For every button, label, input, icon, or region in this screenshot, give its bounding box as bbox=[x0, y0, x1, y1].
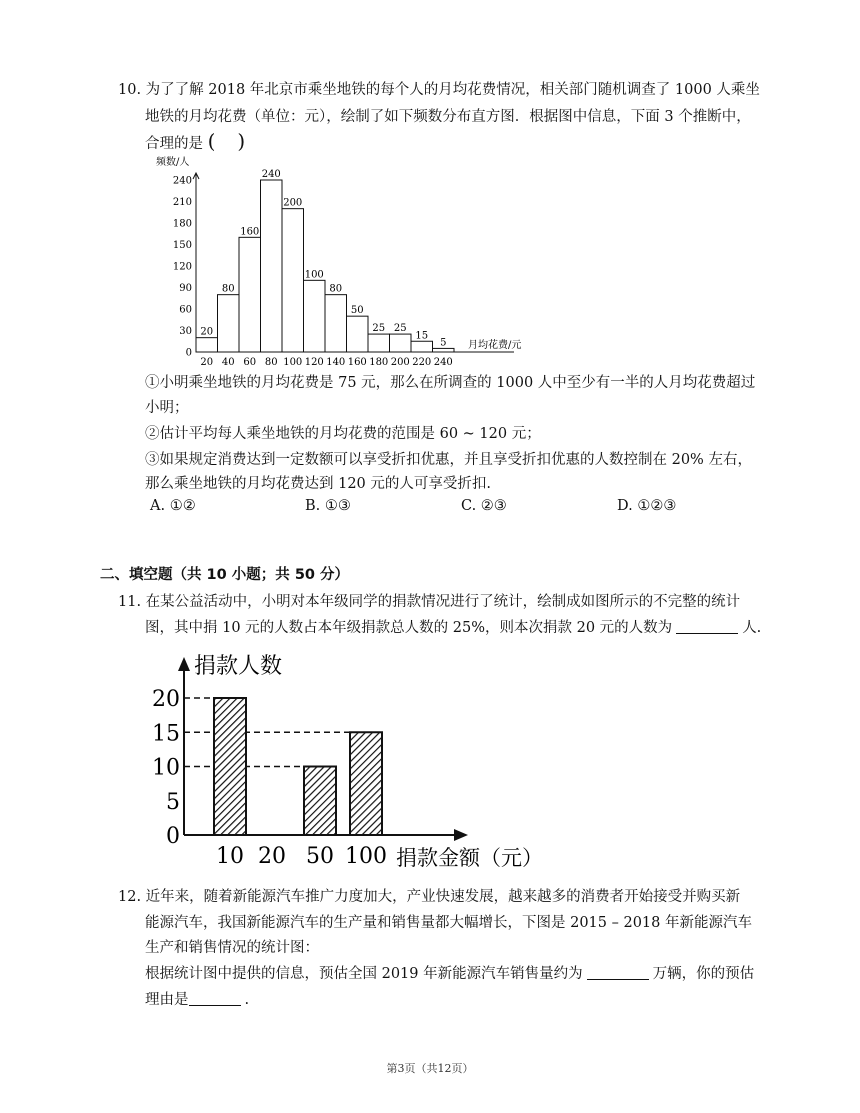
histogram-bar-value-label: 240 bbox=[261, 169, 281, 180]
donation-x-tick-label: 100 bbox=[345, 844, 387, 869]
histogram-bar bbox=[368, 334, 390, 352]
donation-bar bbox=[350, 732, 382, 835]
histogram-bars bbox=[196, 180, 454, 352]
histogram-bar bbox=[239, 237, 261, 352]
histogram-bar bbox=[411, 341, 433, 352]
histogram-bar-value-label: 20 bbox=[200, 326, 214, 338]
histogram-bar bbox=[390, 334, 412, 352]
histogram-x-axis-label: 月均花费/元 bbox=[468, 340, 522, 351]
histogram-y-tick-label: 210 bbox=[172, 197, 192, 208]
donation-y-ticks bbox=[152, 687, 180, 849]
q10-number: 10. bbox=[118, 82, 142, 98]
donation-y-tick-label: 5 bbox=[166, 789, 180, 815]
donation-guide-lines bbox=[184, 698, 350, 767]
histogram-y-tick-label: 60 bbox=[179, 304, 192, 316]
histogram-x-tick-label: 40 bbox=[221, 357, 235, 368]
q12-text-4-mid: 万辆，你的预估 bbox=[652, 966, 755, 982]
q12-line-4 bbox=[145, 964, 754, 984]
donation-bar bbox=[214, 698, 246, 835]
histogram-x-tick-label: 140 bbox=[326, 357, 346, 368]
donation-x-tick-label: 20 bbox=[258, 844, 286, 869]
donation-y-tick-label: 20 bbox=[152, 687, 180, 712]
q12-answer-blank-2[interactable] bbox=[189, 991, 241, 1006]
histogram-bar bbox=[347, 316, 369, 352]
donation-x-arrow bbox=[454, 829, 468, 841]
histogram-bar-value-label: 100 bbox=[304, 269, 324, 281]
donation-x-ticks bbox=[216, 844, 387, 869]
q12-number: 12. bbox=[118, 889, 142, 905]
histogram-y-tick-label: 240 bbox=[172, 175, 192, 187]
q12-text-5: 理由是 bbox=[145, 992, 189, 1008]
histogram-x-ticks bbox=[200, 357, 452, 368]
histogram-bar-value-label: 80 bbox=[221, 283, 235, 295]
histogram-x-tick-label: 100 bbox=[283, 357, 303, 368]
histogram-y-tick-label: 0 bbox=[185, 347, 192, 359]
histogram-bar bbox=[261, 180, 283, 352]
page-footer: 第3页（共12页） bbox=[386, 1062, 474, 1075]
histogram-y-tick-label: 180 bbox=[172, 218, 192, 230]
histogram-bar-value-label: 200 bbox=[283, 197, 303, 209]
donation-y-tick-label: 0 bbox=[166, 824, 180, 849]
q12-text-1: 近年来，随着新能源汽车推广力度加大，产业快速发展，越来越多的消费者开始接受并购买新 bbox=[145, 889, 741, 905]
histogram-bar-value-label: 160 bbox=[240, 226, 260, 238]
q12-line-2: 能源汽车，我国新能源汽车的生产量和销售量都大幅增长，下图是 2015 – 2018 年新能源汽车 bbox=[145, 915, 752, 931]
q10-option-c[interactable]: C. ②③ bbox=[461, 498, 507, 514]
q11-text-1: 在某公益活动中，小明对本年级同学的捐款情况进行了统计，绘制成如图所示的不完整的统计 bbox=[145, 594, 741, 610]
donation-x-tick-label: 10 bbox=[216, 844, 244, 869]
q10-option-b[interactable]: B. ①③ bbox=[305, 498, 351, 514]
histogram-bar-value-label: 50 bbox=[350, 305, 364, 317]
histogram-x-tick-label: 220 bbox=[412, 357, 432, 368]
donation-x-tick-label: 50 bbox=[306, 844, 334, 869]
q12-answer-blank-1[interactable] bbox=[587, 965, 649, 980]
histogram-y-tick-label: 30 bbox=[179, 326, 192, 337]
q10-option-d[interactable]: D. ①②③ bbox=[617, 498, 677, 514]
histogram-y-tick-label: 90 bbox=[179, 283, 192, 294]
histogram-bar bbox=[325, 295, 347, 352]
histogram-y-tick-label: 120 bbox=[172, 261, 192, 273]
donation-y-tick-label: 15 bbox=[152, 721, 180, 747]
histogram-chart bbox=[150, 155, 540, 370]
q10-option-a[interactable]: A. ①② bbox=[150, 498, 196, 514]
q12-line-3: 生产和销售情况的统计图： bbox=[145, 940, 319, 956]
histogram-y-axis-label: 频数/人 bbox=[156, 157, 190, 168]
q10-line-3 bbox=[145, 131, 245, 154]
donation-y-axis-label: 捐款人数 bbox=[194, 654, 283, 679]
histogram-bar-value-label: 5 bbox=[440, 337, 447, 349]
histogram-x-tick-label: 180 bbox=[369, 357, 389, 368]
q10-text-1: 为了了解 2018 年北京市乘坐地铁的每个人的月均花费情况，相关部门随机调查了 1000 人乘坐 bbox=[145, 82, 760, 98]
q12-text-5-end: . bbox=[244, 992, 250, 1008]
q12-text-4: 根据统计图中提供的信息，预估全国 2019 年新能源汽车销售量约为 bbox=[145, 966, 583, 982]
histogram-y-ticks bbox=[173, 176, 192, 359]
histogram-bar bbox=[433, 348, 455, 352]
histogram-x-tick-label: 200 bbox=[390, 357, 410, 368]
donation-bar bbox=[304, 767, 336, 836]
histogram-x-tick-label: 60 bbox=[243, 357, 257, 368]
histogram-x-tick-label: 80 bbox=[264, 357, 278, 368]
donation-y-tick-label: 10 bbox=[152, 755, 180, 781]
histogram-bar-value-label: 25 bbox=[393, 323, 407, 335]
histogram-x-tick-label: 120 bbox=[304, 357, 324, 368]
donation-y-arrow bbox=[178, 657, 190, 671]
q11-line-2 bbox=[145, 618, 761, 638]
donation-bar-chart bbox=[148, 645, 548, 880]
q10-statement-3b: 那么乘坐地铁的月均花费达到 120 元的人可享受折扣. bbox=[145, 476, 492, 492]
q10-answer-paren-open: ( bbox=[207, 129, 216, 153]
histogram-bar bbox=[304, 280, 326, 352]
q10-statement-3a: ③如果规定消费达到一定数额可以享受折扣优惠，并且享受折扣优惠的人数控制在 20% 左右， bbox=[145, 452, 752, 468]
q12-line-1 bbox=[118, 887, 740, 907]
histogram-x-tick-label: 20 bbox=[200, 357, 214, 368]
q10-line-1 bbox=[118, 80, 760, 100]
q10-answer-paren-close: ) bbox=[237, 129, 246, 153]
histogram-bar bbox=[282, 209, 304, 352]
q12-line-5 bbox=[145, 990, 249, 1010]
histogram-bar-value-label: 80 bbox=[329, 283, 343, 295]
histogram-x-tick-label: 160 bbox=[347, 357, 367, 368]
histogram-x-tick-label: 240 bbox=[433, 357, 453, 368]
q10-statement-1a: ①小明乘坐地铁的月均花费是 75 元，那么在所调查的 1000 人中至少有一半的人月均花费超过 bbox=[145, 375, 756, 391]
q10-statement-1b: 小明； bbox=[145, 400, 189, 416]
histogram-bar-value-label: 25 bbox=[372, 323, 386, 335]
histogram-bar bbox=[218, 295, 240, 352]
section-2-title: 二、填空题（共 10 小题；共 50 分） bbox=[100, 567, 350, 583]
q11-answer-blank[interactable] bbox=[676, 619, 738, 634]
q10-line-2: 地铁的月均花费（单位：元），绘制了如下频数分布直方图．根据图中信息，下面 3 个推断中， bbox=[145, 109, 751, 125]
q11-line-1 bbox=[118, 592, 740, 612]
donation-x-axis-label: 捐款金额（元） bbox=[396, 846, 543, 870]
q11-text-2: 图，其中捐 10 元的人数占本年级捐款总人数的 25%，则本次捐款 20 元的人数为 bbox=[145, 620, 673, 636]
histogram-bar bbox=[196, 338, 218, 352]
q10-text-3: 合理的是 bbox=[145, 136, 203, 152]
q11-text-2-end: 人. bbox=[742, 620, 762, 636]
q10-statement-2: ②估计平均每人乘坐地铁的月均花费的范围是 60 ~ 120 元； bbox=[145, 426, 541, 442]
histogram-y-tick-label: 150 bbox=[172, 240, 192, 251]
histogram-bar-value-label: 15 bbox=[415, 330, 429, 342]
q11-number: 11. bbox=[118, 594, 142, 610]
